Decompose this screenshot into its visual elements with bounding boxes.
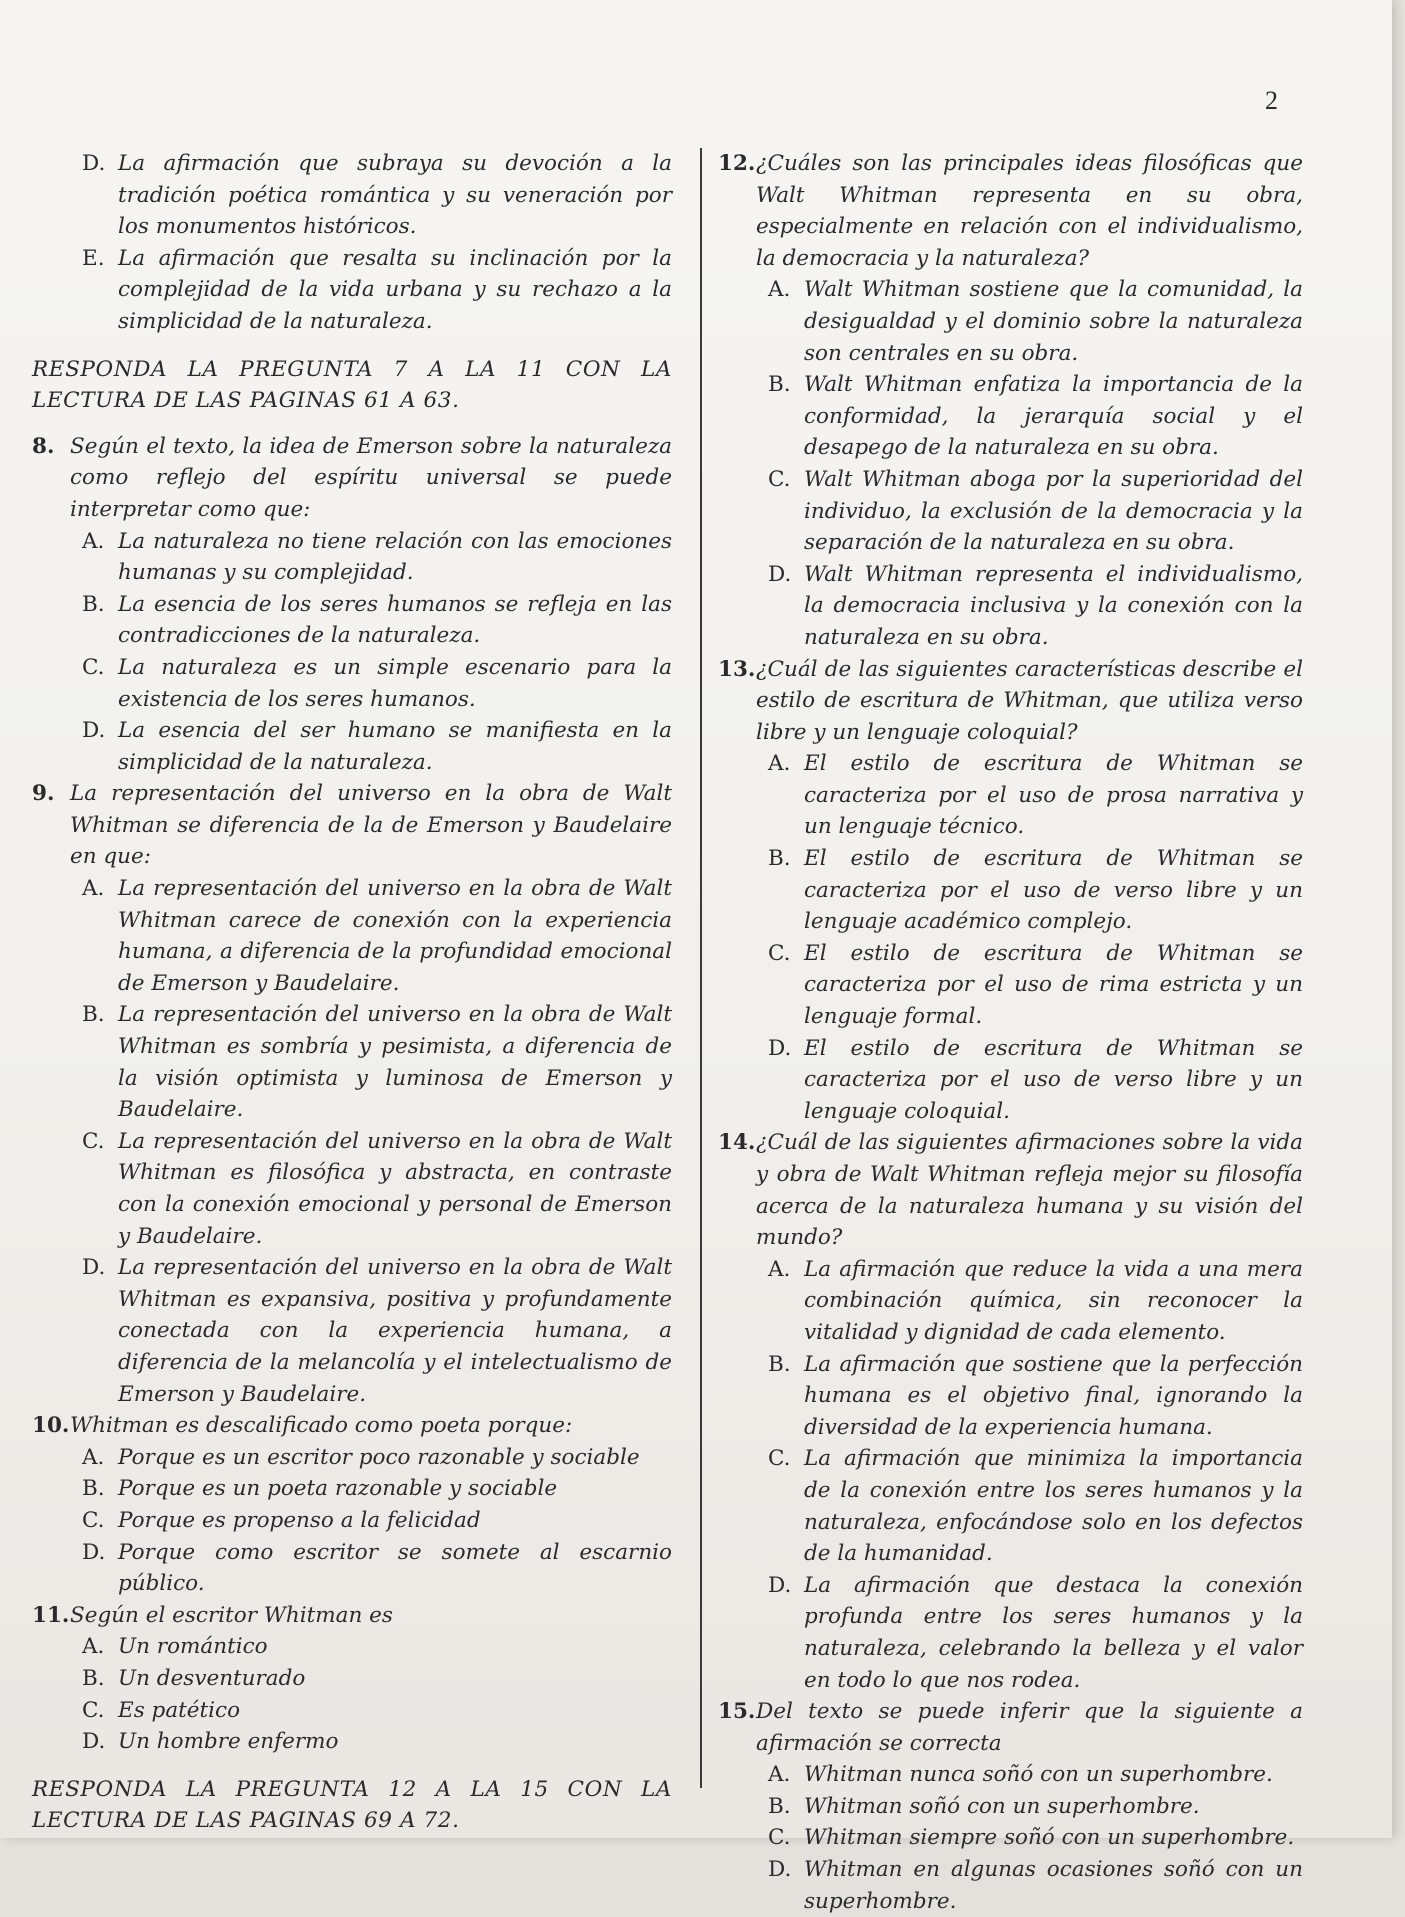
option-text: La afirmación que reduce la vida a una mera combinación química, sin reconocer la vitalidad y dignidad de cada elemento. [804,1256,1303,1345]
option-letter: D. [768,1035,792,1061]
option-text: El estilo de escritura de Whitman se caracteriza por el uso de prosa narrativa y un lenguaje técnico. [804,751,1303,840]
q14-option-d[interactable] [718,1570,1303,1696]
q15-option-a[interactable] [718,1759,1303,1791]
question-14 [718,1127,1303,1253]
option-letter: B. [768,1351,791,1377]
q10-option-b[interactable] [32,1473,672,1505]
option-text: Whitman siempre soñó con un superhombre. [804,1825,1295,1851]
option-letter: A. [768,277,791,303]
option-text: La representación del universo en la obra de Walt Whitman es filosófica y abstracta, en contraste con la conexión emocional y personal de Emerson y Baudelaire. [118,1128,672,1249]
option-text: El estilo de escritura de Whitman se caracteriza por el uso de verso libre y un lenguaje académico complejo. [804,846,1303,935]
option-letter: A. [768,1762,791,1788]
q13-option-b[interactable] [718,843,1303,938]
instruction-q7-q11: RESPONDA LA PREGUNTA 7 A LA 11 CON LA LECTURA DE LAS PAGINAS 61 A 63. [32,356,672,414]
option-text: La naturaleza es un simple escenario para la existencia de los seres humanos. [118,654,672,712]
column-divider [700,148,702,1788]
question-text: ¿Cuál de las siguientes afirmaciones sobre la vida y obra de Walt Whitman refleja mejor su filosofía acerca de la naturaleza humana y su visión del mundo? [756,1130,1303,1251]
page-number: 2 [1265,86,1278,115]
question-9 [32,778,672,873]
q12-option-b[interactable] [718,369,1303,464]
question-text: Según el escritor Whitman es [70,1602,393,1628]
option-letter: B. [768,1793,791,1819]
option-letter: C. [768,466,791,492]
option-letter: D. [82,1255,106,1281]
option-text: Walt Whitman sostiene que la comunidad, la desigualdad y el dominio sobre la naturaleza son centrales en su obra. [804,277,1303,366]
question-number: 10. [32,1413,70,1439]
right-column [718,148,1303,1917]
question-text: Del texto se puede inferir que la siguiente a afirmación se correcta [756,1699,1303,1756]
option-text: La afirmación que minimiza la importancia de la conexión entre los seres humanos y la naturaleza, enfocándose solo en los defectos de la humanidad. [804,1446,1303,1567]
q11-option-a[interactable] [32,1631,672,1663]
q11-option-b[interactable] [32,1663,672,1695]
option-letter: B. [82,1665,105,1691]
option-text: La afirmación que subraya su devoción a la tradición poética romántica y su veneración por los monumentos históricos. [118,151,672,240]
question-12 [718,148,1303,274]
q8-option-a[interactable] [32,526,672,589]
q7-option-d[interactable] [32,148,672,243]
option-text: El estilo de escritura de Whitman se caracteriza por el uso de rima estricta y un lenguaje formal. [804,940,1303,1030]
question-number: 15. [718,1699,756,1725]
option-text: La afirmación que sostiene que la perfección humana es el objetivo final, ignorando la diversidad de la experiencia humana. [804,1351,1303,1440]
q11-option-c[interactable] [32,1695,672,1727]
question-15 [718,1696,1303,1759]
option-letter: C. [82,1697,105,1723]
option-text: Walt Whitman representa el individualismo, la democracia inclusiva y la conexión con la naturaleza en su obra. [804,561,1303,650]
option-letter: D. [82,151,106,176]
option-text: Un hombre enfermo [118,1729,339,1755]
option-letter: A. [82,876,105,902]
option-letter: A. [82,1634,105,1660]
q15-option-c[interactable] [718,1822,1303,1854]
q8-option-d[interactable] [32,715,672,778]
q14-option-a[interactable] [718,1254,1303,1349]
q15-option-d[interactable] [718,1854,1303,1917]
option-letter: B. [82,1002,105,1028]
option-letter: D. [82,1539,106,1565]
question-text: Según el texto, la idea de Emerson sobre la naturaleza como reflejo del espíritu universal se puede interpretar como que: [70,433,672,522]
q13-option-c[interactable] [718,938,1303,1033]
option-letter: D. [768,1572,792,1598]
option-letter: D. [768,1857,792,1883]
option-text: La afirmación que destaca la conexión profunda entre los seres humanos y la naturaleza, celebrando la belleza y el valor en todo lo que nos rodea. [804,1572,1303,1693]
option-letter: B. [768,846,791,872]
question-8 [32,431,672,526]
q14-option-b[interactable] [718,1349,1303,1444]
option-letter: E. [82,245,105,271]
question-number: 8. [32,433,55,459]
option-letter: C. [768,1825,791,1851]
option-letter: B. [82,1476,105,1502]
option-text: La esencia del ser humano se manifiesta en la simplicidad de la naturaleza. [118,718,672,775]
q10-option-c[interactable] [32,1505,672,1537]
option-letter: C. [82,1507,105,1533]
option-text: La esencia de los seres humanos se refleja en las contradicciones de la naturaleza. [118,591,672,649]
option-text: Porque es propenso a la felicidad [118,1507,481,1533]
option-letter: B. [82,591,105,617]
q11-option-d[interactable] [32,1726,672,1758]
q9-option-d[interactable] [32,1252,672,1410]
option-text: Porque es un escritor poco razonable y sociable [118,1444,640,1470]
question-number: 12. [718,151,756,176]
option-text: El estilo de escritura de Whitman se caracteriza por el uso de verso libre y un lenguaje coloquial. [804,1035,1303,1124]
option-text: La representación del universo en la obra de Walt Whitman carece de conexión con la experiencia humana, a diferencia de la profundidad emocional de Emerson y Baudelaire. [118,876,672,996]
q8-option-c[interactable] [32,652,672,715]
question-number: 11. [32,1602,70,1628]
option-letter: B. [768,372,791,398]
question-10 [32,1410,672,1442]
q7-option-e[interactable] [32,243,672,338]
option-text: Whitman en algunas ocasiones soñó con un superhombre. [804,1857,1303,1914]
option-text: Whitman soñó con un superhombre. [804,1793,1200,1819]
option-text: Es patético [118,1697,241,1723]
question-11 [32,1600,672,1632]
option-letter: A. [768,1256,791,1282]
q13-option-a[interactable] [718,748,1303,843]
question-number: 13. [718,656,756,682]
option-letter: C. [768,1446,791,1472]
option-text: La representación del universo en la obra de Walt Whitman es expansiva, positiva y profundamente conectada con la experiencia humana, a diferencia de la melancolía y el intelectualismo de Emerson y Baudelaire. [118,1255,672,1407]
q10-option-d[interactable] [32,1537,672,1600]
q9-option-b[interactable] [32,999,672,1125]
q14-option-c[interactable] [718,1443,1303,1569]
option-text: Porque es un poeta razonable y sociable [118,1476,558,1502]
q12-option-a[interactable] [718,274,1303,369]
option-text: Un desventurado [118,1665,306,1691]
option-text: Un romántico [118,1634,268,1660]
instruction-q12-q15: RESPONDA LA PREGUNTA 12 A LA 15 CON LA LECTURA DE LAS PAGINAS 69 A 72. [32,1776,672,1834]
q12-option-d[interactable] [718,559,1303,654]
option-letter: D. [82,718,106,744]
option-text: Porque como escritor se somete al escarnio público. [118,1539,672,1597]
question-number: 14. [718,1130,756,1156]
option-text: Walt Whitman aboga por la superioridad del individuo, la exclusión de la democracia y la separación de la naturaleza en su obra. [804,466,1303,556]
q9-option-a[interactable] [32,873,672,999]
option-letter: C. [82,1128,105,1154]
option-letter: A. [82,1444,105,1470]
option-text: Whitman nunca soñó con un superhombre. [804,1762,1273,1788]
option-text: La afirmación que resalta su inclinación por la complejidad de la vida urbana y su rechazo a la simplicidad de la naturaleza. [118,245,672,334]
option-letter: C. [82,654,105,680]
option-letter: C. [768,940,791,966]
option-text: La naturaleza no tiene relación con las emociones humanas y su complejidad. [118,528,672,586]
option-text: La representación del universo en la obra de Walt Whitman es sombría y pesimista, a diferencia de la visión optimista y luminosa de Emerson y Baudelaire. [118,1002,672,1123]
option-letter: A. [768,751,791,777]
q10-option-a[interactable] [32,1442,672,1474]
q9-option-c[interactable] [32,1126,672,1252]
question-text: ¿Cuáles son las principales ideas filosóficas que Walt Whitman representa en su obra, especialmente en relación con el individualismo, la democracia y la naturaleza? [756,151,1303,271]
question-text: ¿Cuál de las siguientes características describe el estilo de escritura de Whitman, que utiliza verso libre y un lenguaje coloquial? [756,656,1303,745]
left-column [32,148,672,1851]
question-number: 9. [32,781,55,807]
option-letter: A. [82,528,105,554]
question-text: La representación del universo en la obra de Walt Whitman se diferencia de la de Emerson y Baudelaire en que: [70,781,672,870]
option-letter: D. [768,561,792,587]
option-letter: D. [82,1729,106,1755]
question-text: Whitman es descalificado como poeta porque: [70,1413,573,1439]
question-13 [718,654,1303,749]
q15-option-b[interactable] [718,1791,1303,1823]
q8-option-b[interactable] [32,589,672,652]
option-text: Walt Whitman enfatiza la importancia de la conformidad, la jerarquía social y el desapego de la naturaleza en su obra. [804,372,1303,461]
q13-option-d[interactable] [718,1033,1303,1128]
q12-option-c[interactable] [718,464,1303,559]
